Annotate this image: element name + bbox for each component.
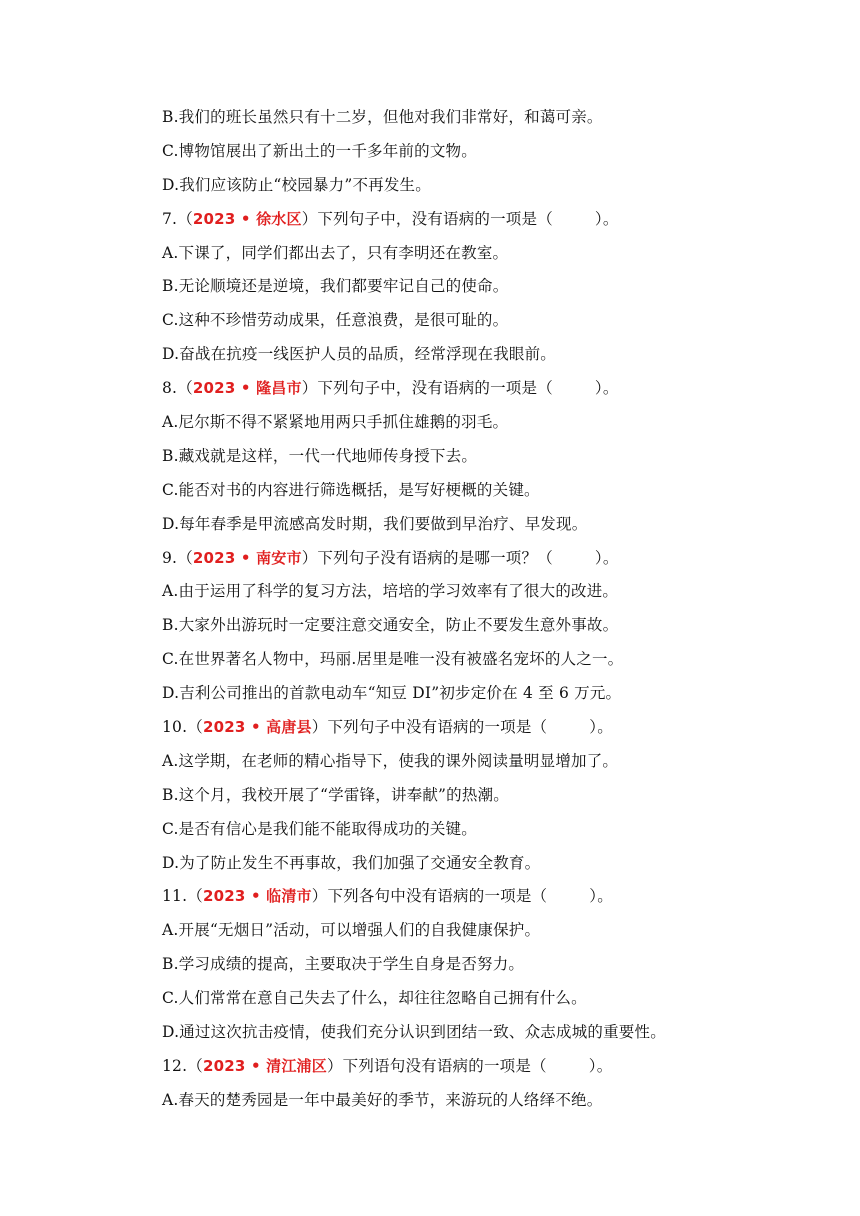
- question-number: 10.: [162, 718, 188, 737]
- option-text: A.下课了，同学们都出去了，只有李明还在教室。: [162, 243, 509, 262]
- option-text: D.我们应该防止“校园暴力”不再发生。: [162, 175, 431, 194]
- answer-option: [162, 948, 802, 982]
- answer-option: [162, 643, 802, 677]
- question-number: 12.: [162, 1056, 188, 1075]
- answer-option: [162, 406, 802, 440]
- question-source: 2023 • 南安市: [192, 548, 302, 567]
- open-paren: （: [177, 209, 193, 228]
- question-stem: [162, 372, 802, 406]
- option-text: D.每年春季是甲流感高发时期，我们要做到早治疗、早发现。: [162, 514, 588, 533]
- close-paren: ）: [311, 887, 328, 906]
- option-text: C.是否有信心是我们能不能取得成功的关键。: [162, 819, 477, 838]
- option-text: A.由于运用了科学的复习方法，培培的学习效率有了很大的改进。: [162, 582, 619, 601]
- question-text: 下列句子中，没有语病的一项是（: [317, 379, 553, 398]
- answer-option: [162, 474, 802, 508]
- open-paren: （: [177, 379, 193, 398]
- option-text: B.无论顺境还是逆境，我们都要牢记自己的使命。: [162, 277, 509, 296]
- option-text: C.这种不珍惜劳动成果，任意浪费，是很可耻的。: [162, 311, 509, 330]
- answer-option: [162, 1016, 802, 1050]
- answer-option: [162, 270, 802, 304]
- answer-option: [162, 338, 802, 372]
- question-tail: ）。: [589, 718, 613, 737]
- close-paren: ）: [301, 379, 318, 398]
- option-text: D.奋战在抗疫一线医护人员的品质，经常浮现在我眼前。: [162, 345, 557, 364]
- answer-option: [162, 304, 802, 338]
- question-tail: ）。: [594, 548, 619, 567]
- answer-option: [162, 914, 802, 948]
- option-text: C.能否对书的内容进行筛选概括，是写好梗概的关键。: [162, 480, 540, 499]
- question-stem: [162, 542, 802, 576]
- option-text: D.通过这次抗击疫情，使我们充分认识到团结一致、众志成城的重要性。: [162, 1023, 666, 1042]
- open-paren: （: [187, 1056, 203, 1075]
- question-text: 下列句子中，没有语病的一项是（: [317, 209, 553, 228]
- answer-option: [162, 745, 802, 779]
- open-paren: （: [187, 718, 203, 737]
- close-paren: ）: [311, 718, 328, 737]
- answer-option: [162, 440, 802, 474]
- question-tail: ）。: [594, 209, 619, 228]
- question-text: 下列语句没有语病的一项是（: [342, 1056, 547, 1075]
- option-text: C.人们常常在意自己失去了什么，却往往忽略自己拥有什么。: [162, 989, 587, 1008]
- question-number: 7.: [162, 209, 178, 228]
- option-text: B.我们的班长虽然只有十二岁，但他对我们非常好，和蔼可亲。: [162, 108, 603, 126]
- answer-option: [162, 135, 802, 169]
- answer-option: [162, 677, 802, 711]
- question-stem: [162, 203, 802, 237]
- option-text: B.大家外出游玩时一定要注意交通安全，防止不要发生意外事故。: [162, 616, 619, 635]
- answer-option: [162, 101, 802, 135]
- answer-option: [162, 813, 802, 847]
- option-text: C.博物馆展出了新出土的一千多年前的文物。: [162, 141, 477, 160]
- question-tail: ）。: [589, 887, 613, 906]
- answer-option: [162, 847, 802, 881]
- question-source: 2023 • 清江浦区: [202, 1056, 327, 1075]
- option-text: A.开展“无烟日”活动，可以增强人们的自我健康保护。: [162, 921, 541, 940]
- question-number: 9.: [162, 548, 178, 567]
- question-stem: [162, 1050, 802, 1084]
- open-paren: （: [187, 887, 203, 906]
- option-text: B.学习成绩的提高，主要取决于学生自身是否努力。: [162, 955, 525, 974]
- question-tail: ）。: [588, 1056, 613, 1075]
- question-text: 下列句子没有语病的是哪一项？（: [317, 548, 553, 567]
- option-text: D.为了防止发生不再事故，我们加强了交通安全教育。: [162, 853, 541, 872]
- answer-option: [162, 982, 802, 1016]
- option-text: A.春天的楚秀园是一年中最美好的季节，来游玩的人络绎不绝。: [162, 1090, 603, 1109]
- answer-option: [162, 779, 802, 813]
- question-source: 2023 • 临清市: [202, 887, 312, 906]
- question-list: [162, 101, 802, 1118]
- question-source: 2023 • 隆昌市: [192, 379, 302, 398]
- question-number: 11.: [162, 887, 188, 906]
- answer-option: [162, 169, 802, 203]
- option-text: A.尼尔斯不得不紧紧地用两只手抓住雄鹅的羽毛。: [162, 413, 509, 432]
- question-tail: ）。: [594, 379, 619, 398]
- option-text: B.藏戏就是这样，一代一代地师传身授下去。: [162, 446, 478, 465]
- open-paren: （: [177, 548, 193, 567]
- answer-option: [162, 508, 802, 542]
- answer-option: [162, 237, 802, 271]
- close-paren: ）: [301, 548, 318, 567]
- option-text: A.这学期，在老师的精心指导下，使我的课外阅读量明显增加了。: [162, 751, 619, 770]
- answer-option: [162, 1084, 802, 1118]
- question-stem: [162, 711, 802, 745]
- question-source: 2023 • 高唐县: [202, 718, 312, 737]
- question-text: 下列句子中没有语病的一项是（: [327, 718, 548, 737]
- question-source: 2023 • 徐水区: [192, 209, 302, 228]
- question-text: 下列各句中没有语病的一项是（: [327, 887, 548, 906]
- question-stem: [162, 880, 802, 914]
- option-text: B.这个月，我校开展了“学雷锋，讲奉献”的热潮。: [162, 785, 509, 804]
- close-paren: ）: [301, 209, 318, 228]
- option-text: D.吉利公司推出的首款电动车“知豆 DI”初步定价在 4 至 6 万元。: [162, 684, 622, 703]
- answer-option: [162, 609, 802, 643]
- answer-option: [162, 575, 802, 609]
- close-paren: ）: [326, 1056, 343, 1075]
- option-text: C.在世界著名人物中，玛丽.居里是唯一没有被盛名宠坏的人之一。: [162, 650, 624, 669]
- question-number: 8.: [162, 379, 178, 398]
